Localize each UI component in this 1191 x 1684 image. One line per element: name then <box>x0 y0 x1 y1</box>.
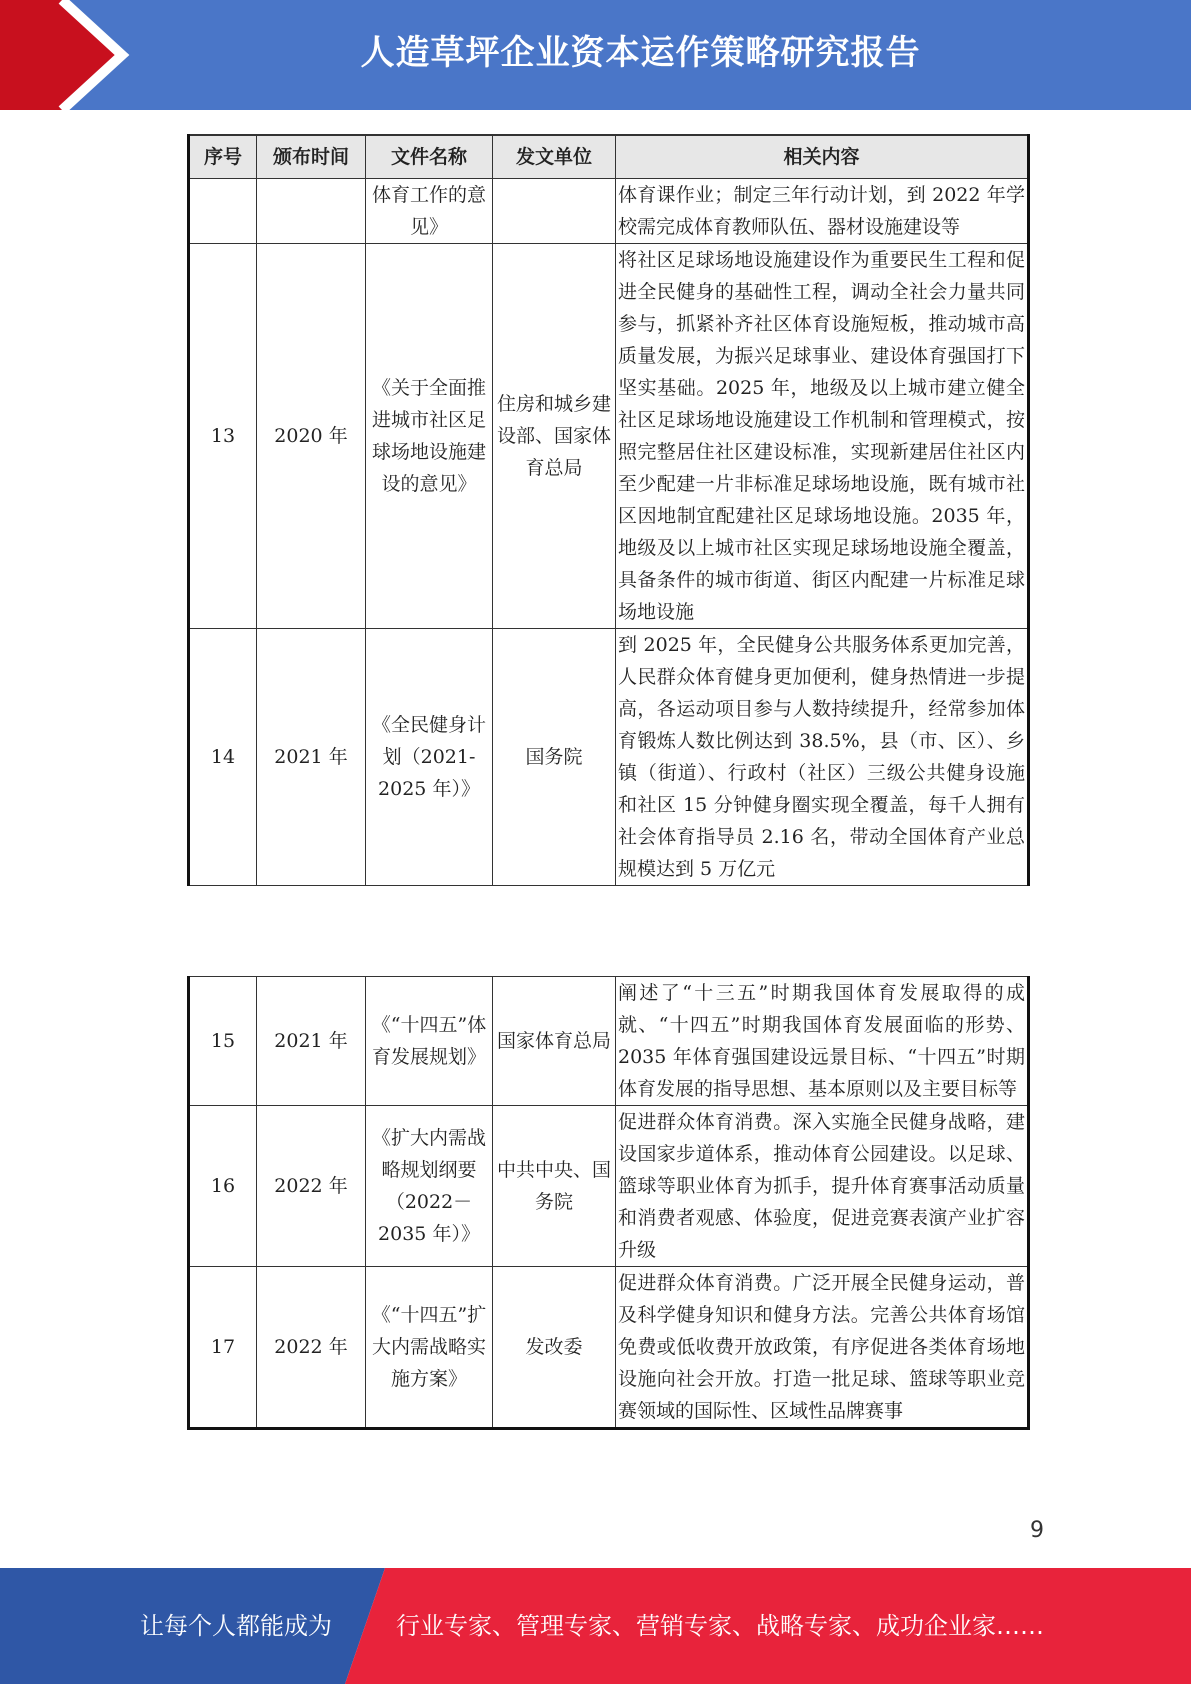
table-row <box>189 1267 1029 1429</box>
number-cell: 17 <box>189 1267 257 1429</box>
number-cell: 15 <box>189 977 257 1106</box>
policy-table-part-2 <box>187 976 1030 1430</box>
table-row <box>189 629 1029 886</box>
doc-name-cell: 体育工作的意见》 <box>366 179 493 244</box>
col-header-issuer: 发文单位 <box>493 135 616 179</box>
footer-slogan-right: 行业专家、管理专家、营销专家、战略专家、成功企业家…… <box>396 1612 1044 1640</box>
content-cell: 将社区足球场地设施建设作为重要民生工程和促进全民健身的基础性工程，调动全社会力量共同参与，抓紧补齐社区体育设施短板，推动城市高质量发展，为振兴足球事业、建设体育强国打下坚实基础。2025 年，地级及以上城市建立健全社区足球场地设施建设工作机制和管理模式，按照完整居住社区建设标准，实现新建居住社区内至少配建一片非标准足球场地设施，既有城市社区因地制宜配建社区足球场地设施。2035 年，地级及以上城市社区实现足球场地设施全覆盖，具备条件的城市街道、街区内配建一片标准足球场地设施 <box>616 244 1029 629</box>
table-row <box>189 1106 1029 1267</box>
date-cell: 2021 年 <box>257 977 366 1106</box>
date-cell: 2022 年 <box>257 1106 366 1267</box>
doc-name-cell: 《全民健身计划（2021-2025 年）》 <box>366 629 493 886</box>
table-header-row <box>189 135 1029 179</box>
table-row <box>189 244 1029 629</box>
col-header-doc-name: 文件名称 <box>366 135 493 179</box>
content-cell: 到 2025 年，全民健身公共服务体系更加完善，人民群众体育健身更加便利，健身热情进一步提高，各运动项目参与人数持续提升，经常参加体育锻炼人数比例达到 38.5%，县（市、区）、乡镇（街道）、行政村（社区）三级公共健身设施和社区 15 分钟健身圈实现全覆盖，每千人拥有社会体育指导员 2.16 名，带动全国体育产业总规模达到 5 万亿元 <box>616 629 1029 886</box>
header-banner <box>0 0 1191 110</box>
doc-name-cell: 《“十四五”体育发展规划》 <box>366 977 493 1106</box>
issuer-cell: 住房和城乡建设部、国家体育总局 <box>493 244 616 629</box>
doc-name-cell: 《扩大内需战略规划纲要（2022－2035 年）》 <box>366 1106 493 1267</box>
page-number: 9 <box>1030 1518 1044 1543</box>
content-cell: 阐述了“十三五”时期我国体育发展取得的成就、“十四五”时期我国体育发展面临的形势、2035 年体育强国建设远景目标、“十四五”时期体育发展的指导思想、基本原则以及主要目标等 <box>616 977 1029 1106</box>
content-cell: 促进群众体育消费。深入实施全民健身战略，建设国家步道体系，推动体育公园建设。以足球、篮球等职业体育为抓手，提升体育赛事活动质量和消费者观感、体验度，促进竞赛表演产业扩容升级 <box>616 1106 1029 1267</box>
footer-slogan-left: 让每个人都能成为 <box>140 1612 332 1640</box>
report-title: 人造草坪企业资本运作策略研究报告 <box>360 33 921 73</box>
issuer-cell: 发改委 <box>493 1267 616 1429</box>
col-header-number: 序号 <box>189 135 257 179</box>
footer-banner <box>0 1568 1191 1684</box>
date-cell: 2020 年 <box>257 244 366 629</box>
issuer-cell: 国务院 <box>493 629 616 886</box>
doc-name-cell: 《关于全面推进城市社区足球场地设施建设的意见》 <box>366 244 493 629</box>
number-cell: 16 <box>189 1106 257 1267</box>
issuer-cell: 国家体育总局 <box>493 977 616 1106</box>
issuer-cell: 中共中央、国务院 <box>493 1106 616 1267</box>
table-row <box>189 977 1029 1106</box>
date-cell: 2021 年 <box>257 629 366 886</box>
col-header-date: 颁布时间 <box>257 135 366 179</box>
doc-name-cell: 《“十四五”扩大内需战略实施方案》 <box>366 1267 493 1429</box>
col-header-content: 相关内容 <box>616 135 1029 179</box>
content-cell: 体育课作业；制定三年行动计划，到 2022 年学校需完成体育教师队伍、器材设施建设等 <box>616 179 1029 244</box>
content-cell: 促进群众体育消费。广泛开展全民健身运动，普及科学健身知识和健身方法。完善公共体育场馆免费或低收费开放政策，有序促进各类体育场地设施向社会开放。打造一批足球、篮球等职业竞赛领域的国际性、区域性品牌赛事 <box>616 1267 1029 1429</box>
number-cell: 13 <box>189 244 257 629</box>
table-row <box>189 179 1029 244</box>
date-cell: 2022 年 <box>257 1267 366 1429</box>
number-cell: 14 <box>189 629 257 886</box>
policy-table-part-1 <box>187 134 1030 886</box>
